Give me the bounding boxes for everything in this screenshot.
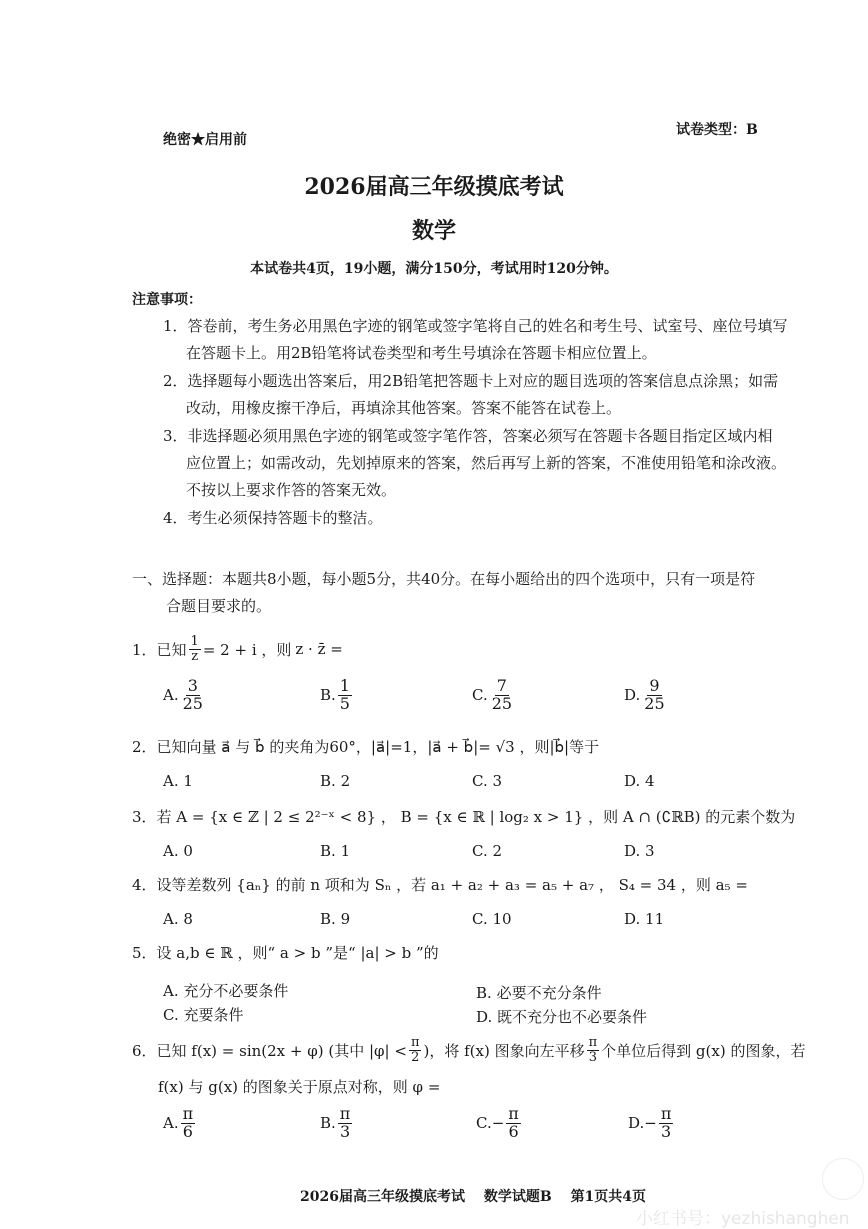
q1-frac-num: 1 xyxy=(190,634,199,649)
option-a xyxy=(163,772,193,790)
option-label: B. xyxy=(320,1114,336,1133)
question-1 xyxy=(132,635,343,663)
frac-num: 3 xyxy=(187,676,198,695)
frac-den: 6 xyxy=(508,1121,519,1141)
option-b xyxy=(476,982,602,1003)
footer-page-number: 第1页共4页 xyxy=(570,1189,647,1205)
option-label: A. xyxy=(163,842,179,860)
option-label: D. xyxy=(624,910,641,928)
option-a xyxy=(163,1106,197,1141)
question-3: 3．若 A = {x ∈ ℤ | 2 ≤ 2²⁻ˣ < 8} ， B = {x ∈ ℝ | log₂ x > 1} ，则 A ∩ (∁ℝB) 的元素个数为 xyxy=(132,808,796,826)
note-item: 改动，用橡皮擦干净后，再填涂其他答案。答案不能答在试卷上。 xyxy=(186,399,622,417)
q1-fraction xyxy=(189,635,201,663)
option-value: 0 xyxy=(183,842,193,860)
option-d xyxy=(476,1006,647,1027)
option-d xyxy=(628,1106,675,1141)
option-label: D. xyxy=(624,842,641,860)
option-fraction xyxy=(338,678,352,713)
option-label: B. xyxy=(320,910,336,928)
note-item: 在答题卡上。用2B铅笔将试卷类型和考生号填涂在答题卡相应位置上。 xyxy=(186,344,657,362)
q1-expr: z · z̄ = xyxy=(295,640,343,659)
option-label: B. xyxy=(320,686,336,705)
option-fraction xyxy=(506,1106,521,1141)
option-label: A. xyxy=(163,686,179,705)
option-label: C. xyxy=(163,1006,179,1024)
option-value: 3 xyxy=(492,772,503,790)
option-a xyxy=(163,980,288,1001)
option-label: C. xyxy=(472,772,488,790)
q1-prefix: 1．已知 xyxy=(132,640,187,659)
option-value: 充要条件 xyxy=(183,1006,244,1024)
option-value: 8 xyxy=(183,910,193,928)
frac-num: π xyxy=(508,1104,519,1123)
question-6-line2: f(x) 与 g(x) 的图象关于原点对称，则 φ = xyxy=(158,1078,441,1096)
option-c xyxy=(472,772,502,790)
option-b xyxy=(320,842,350,860)
option-sign: − xyxy=(491,1114,505,1133)
option-value: 2 xyxy=(340,772,351,790)
option-b xyxy=(320,772,350,790)
q6-part2: )，将 f(x) 图象向左平移 xyxy=(423,1041,585,1060)
option-label: A. xyxy=(163,982,179,1000)
frac-den: 2 xyxy=(411,1049,420,1065)
option-sign: − xyxy=(644,1114,657,1133)
option-label: A. xyxy=(163,772,179,790)
watermark-logo-icon xyxy=(822,1158,864,1200)
option-value: 3 xyxy=(645,842,655,860)
option-fraction xyxy=(659,1106,674,1141)
option-fraction xyxy=(181,678,205,713)
option-label: B. xyxy=(320,842,336,860)
frac-den: 3 xyxy=(661,1121,672,1141)
option-value: 4 xyxy=(645,772,655,790)
option-fraction xyxy=(181,1106,196,1141)
option-d xyxy=(624,842,655,860)
option-c xyxy=(472,678,516,713)
option-a xyxy=(163,910,193,928)
q6-part1: 6．已知 f(x) = sin(2x + φ) (其中 |φ| < xyxy=(132,1041,407,1060)
option-label: D. xyxy=(628,1114,645,1133)
option-label: B. xyxy=(320,772,336,790)
q6-fraction-2 xyxy=(587,1036,600,1064)
option-label: D. xyxy=(476,1008,493,1026)
frac-num: 7 xyxy=(496,676,507,695)
note-item: 2．选择题每小题选出答案后，用2B铅笔把答题卡上对应的题目选项的答案信息点涂黑；如需 xyxy=(163,372,779,390)
note-item: 3．非选择题必须用黑色字迹的钢笔或签字笔作答，答案必须写在答题卡各题目指定区域内相 xyxy=(163,427,773,445)
option-label: C. xyxy=(472,842,488,860)
option-c xyxy=(476,1106,523,1141)
option-label: A. xyxy=(163,910,179,928)
q6-fraction-1 xyxy=(409,1036,422,1064)
frac-den: 3 xyxy=(588,1049,597,1065)
section-heading-cont: 合题目要求的。 xyxy=(166,597,272,615)
confidential-label: 绝密★启用前 xyxy=(163,132,247,148)
frac-num: π xyxy=(182,1104,194,1123)
option-c xyxy=(472,910,512,928)
q1-mid: = 2 + i ，则 xyxy=(202,640,292,659)
option-label: C. xyxy=(476,1114,492,1133)
frac-den: 25 xyxy=(644,693,665,713)
option-b xyxy=(320,910,350,928)
frac-num: 1 xyxy=(339,676,350,695)
frac-num: π xyxy=(339,1104,351,1123)
option-label: B. xyxy=(476,984,492,1002)
watermark-text: 小红书号：yezhishanghen xyxy=(636,1209,850,1229)
option-fraction xyxy=(338,1106,353,1141)
option-c xyxy=(163,1004,244,1025)
option-c xyxy=(472,842,502,860)
option-value: 必要不充分条件 xyxy=(496,984,602,1002)
exam-info: 本试卷共4页，19小题，满分150分，考试用时120分钟。 xyxy=(250,261,618,277)
option-d xyxy=(624,910,664,928)
option-label: C. xyxy=(472,910,488,928)
frac-num: π xyxy=(588,1035,598,1050)
option-d xyxy=(624,772,655,790)
footer-paper-name: 数学试题B xyxy=(483,1189,552,1205)
frac-num: 9 xyxy=(649,676,660,695)
section-heading: 一、选择题：本题共8小题，每小题5分，共40分。在每小题给出的四个选项中，只有一项是符 xyxy=(132,570,756,588)
option-a xyxy=(163,678,207,713)
frac-den: 3 xyxy=(339,1121,351,1141)
footer xyxy=(300,1186,646,1206)
note-item: 应位置上；如需改动，先划掉原来的答案，然后再写上新的答案，不准使用铅笔和涂改液。 xyxy=(186,454,787,472)
option-value: 11 xyxy=(645,910,665,928)
option-label: C. xyxy=(472,686,488,705)
subject-title: 数学 xyxy=(411,218,456,244)
option-b xyxy=(320,678,354,713)
option-d xyxy=(624,678,669,713)
frac-den: 25 xyxy=(182,693,203,713)
question-5: 5．设 a,b ∈ ℝ ，则“ a > b ”是“ |a| > b ”的 xyxy=(132,944,439,962)
frac-num: π xyxy=(410,1035,420,1050)
option-value: 1 xyxy=(183,772,193,790)
frac-den: 6 xyxy=(182,1121,193,1141)
notes-heading: 注意事项： xyxy=(132,292,202,308)
option-value: 充分不必要条件 xyxy=(183,982,289,1000)
frac-den: 5 xyxy=(339,693,350,713)
option-a xyxy=(163,842,193,860)
note-item: 4．考生必须保持答题卡的整洁。 xyxy=(163,509,383,527)
note-item: 不按以上要求作答的答案无效。 xyxy=(186,481,397,499)
frac-den: 25 xyxy=(491,693,513,713)
option-b xyxy=(320,1106,354,1141)
option-fraction xyxy=(490,678,514,713)
paper-type-label: 试卷类型：B xyxy=(676,122,758,138)
question-2: 2．已知向量 a⃗ 与 b⃗ 的夹角为60°，|a⃗|=1，|a⃗ + b⃗|= √3 ，则|b⃗|等于 xyxy=(132,738,600,756)
exam-title: 2026届高三年级摸底考试 xyxy=(304,174,564,200)
option-label: D. xyxy=(624,686,641,705)
option-label: A. xyxy=(163,1114,179,1133)
q1-frac-den: z xyxy=(191,648,199,664)
option-fraction xyxy=(642,678,666,713)
footer-exam-name: 2026届高三年级摸底考试 xyxy=(300,1189,465,1205)
option-value: 1 xyxy=(340,842,351,860)
option-value: 既不充分也不必要条件 xyxy=(497,1008,648,1026)
note-item: 1．答卷前，考生务必用黑色字迹的钢笔或签字笔将自己的姓名和考生号、试室号、座位号填写 xyxy=(163,317,788,335)
option-label: D. xyxy=(624,772,641,790)
q6-part3: 个单位后得到 g(x) 的图象，若 xyxy=(601,1041,806,1060)
option-value: 10 xyxy=(492,910,512,928)
question-6 xyxy=(132,1036,805,1064)
option-value: 2 xyxy=(492,842,503,860)
frac-num: π xyxy=(660,1104,672,1123)
question-4: 4．设等差数列 {aₙ} 的前 n 项和为 Sₙ ，若 a₁ + a₂ + a₃ = a₅ + a₇ ， S₄ = 34 ，则 a₅ = xyxy=(132,876,748,894)
option-value: 9 xyxy=(340,910,351,928)
